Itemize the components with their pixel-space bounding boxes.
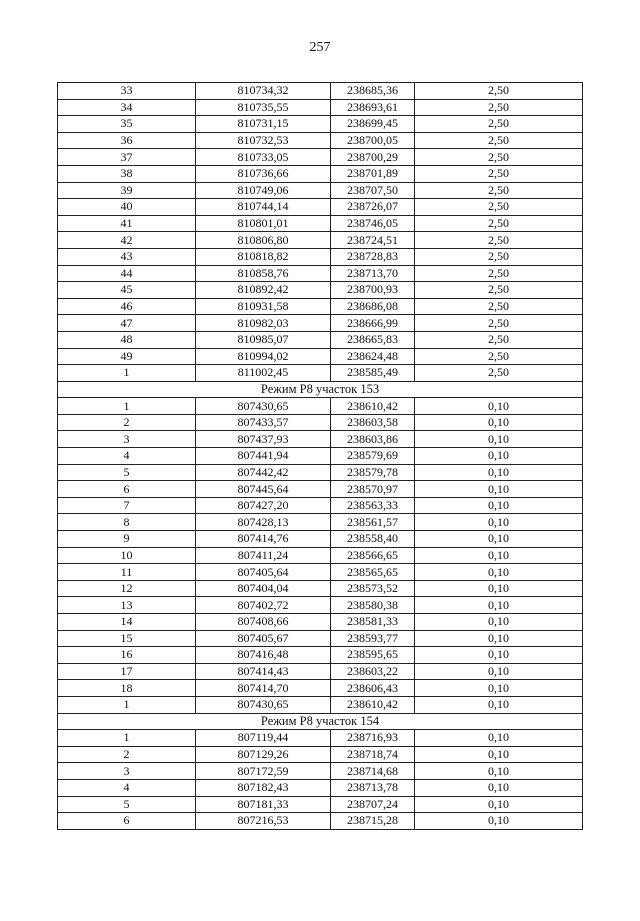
value-cell: 2,50: [415, 116, 583, 133]
table-row: [58, 265, 583, 282]
x-coordinate-cell: 810801,01: [196, 215, 331, 232]
value-cell: 2,50: [415, 248, 583, 265]
table-row: [58, 696, 583, 713]
x-coordinate-cell: 807428,13: [196, 514, 331, 531]
point-number-cell: 1: [58, 365, 196, 382]
table-row: [58, 431, 583, 448]
x-coordinate-cell: 810818,82: [196, 248, 331, 265]
x-coordinate-cell: 810735,55: [196, 99, 331, 116]
x-coordinate-cell: 807437,93: [196, 431, 331, 448]
y-coordinate-cell: 238603,22: [331, 663, 415, 680]
x-coordinate-cell: 807430,65: [196, 696, 331, 713]
value-cell: 0,10: [415, 564, 583, 581]
point-number-cell: 44: [58, 265, 196, 282]
value-cell: 0,10: [415, 779, 583, 796]
x-coordinate-cell: 810985,07: [196, 331, 331, 348]
y-coordinate-cell: 238713,70: [331, 265, 415, 282]
point-number-cell: 1: [58, 398, 196, 415]
point-number-cell: 35: [58, 116, 196, 133]
x-coordinate-cell: 810744,14: [196, 199, 331, 216]
section-header-row: [58, 381, 583, 398]
y-coordinate-cell: 238685,36: [331, 83, 415, 100]
table-row: [58, 746, 583, 763]
y-coordinate-cell: 238693,61: [331, 99, 415, 116]
table-row: [58, 149, 583, 166]
table-row: [58, 348, 583, 365]
value-cell: 0,10: [415, 796, 583, 813]
table-row: [58, 215, 583, 232]
point-number-cell: 9: [58, 531, 196, 548]
table-row: [58, 232, 583, 249]
y-coordinate-cell: 238565,65: [331, 564, 415, 581]
table-row: [58, 464, 583, 481]
value-cell: 0,10: [415, 730, 583, 747]
x-coordinate-cell: 810892,42: [196, 282, 331, 299]
table-row: [58, 779, 583, 796]
table-row: [58, 564, 583, 581]
page-number: 257: [309, 40, 331, 55]
table-row: [58, 182, 583, 199]
x-coordinate-cell: 810994,02: [196, 348, 331, 365]
x-coordinate-cell: 807182,43: [196, 779, 331, 796]
table-row: [58, 199, 583, 216]
point-number-cell: 10: [58, 547, 196, 564]
x-coordinate-cell: 807216,53: [196, 813, 331, 830]
x-coordinate-cell: 807129,26: [196, 746, 331, 763]
value-cell: 0,10: [415, 414, 583, 431]
x-coordinate-cell: 810731,15: [196, 116, 331, 133]
value-cell: 0,10: [415, 464, 583, 481]
y-coordinate-cell: 238606,43: [331, 680, 415, 697]
x-coordinate-cell: 807414,76: [196, 531, 331, 548]
value-cell: 2,50: [415, 83, 583, 100]
value-cell: 2,50: [415, 132, 583, 149]
value-cell: 2,50: [415, 315, 583, 332]
value-cell: 0,10: [415, 680, 583, 697]
x-coordinate-cell: 807442,42: [196, 464, 331, 481]
value-cell: 2,50: [415, 182, 583, 199]
y-coordinate-cell: 238718,74: [331, 746, 415, 763]
x-coordinate-cell: 810733,05: [196, 149, 331, 166]
y-coordinate-cell: 238603,58: [331, 414, 415, 431]
value-cell: 0,10: [415, 696, 583, 713]
value-cell: 2,50: [415, 331, 583, 348]
table-row: [58, 680, 583, 697]
point-number-cell: 33: [58, 83, 196, 100]
y-coordinate-cell: 238566,65: [331, 547, 415, 564]
table-row: [58, 282, 583, 299]
point-number-cell: 17: [58, 663, 196, 680]
value-cell: 0,10: [415, 514, 583, 531]
x-coordinate-cell: 810749,06: [196, 182, 331, 199]
point-number-cell: 16: [58, 647, 196, 664]
y-coordinate-cell: 238579,69: [331, 448, 415, 465]
section-title: Режим Р8 участок 154: [58, 713, 583, 730]
x-coordinate-cell: 810858,76: [196, 265, 331, 282]
table-row: [58, 597, 583, 614]
x-coordinate-cell: 807405,67: [196, 630, 331, 647]
table-row: [58, 614, 583, 631]
y-coordinate-cell: 238715,28: [331, 813, 415, 830]
y-coordinate-cell: 238624,48: [331, 348, 415, 365]
point-number-cell: 1: [58, 730, 196, 747]
point-number-cell: 42: [58, 232, 196, 249]
value-cell: 0,10: [415, 531, 583, 548]
x-coordinate-cell: 807172,59: [196, 763, 331, 780]
value-cell: 0,10: [415, 614, 583, 631]
point-number-cell: 4: [58, 779, 196, 796]
point-number-cell: 48: [58, 331, 196, 348]
table-row: [58, 547, 583, 564]
y-coordinate-cell: 238610,42: [331, 696, 415, 713]
y-coordinate-cell: 238707,24: [331, 796, 415, 813]
table-row: [58, 315, 583, 332]
y-coordinate-cell: 238666,99: [331, 315, 415, 332]
point-number-cell: 8: [58, 514, 196, 531]
x-coordinate-cell: 810734,32: [196, 83, 331, 100]
point-number-cell: 14: [58, 614, 196, 631]
y-coordinate-cell: 238746,05: [331, 215, 415, 232]
point-number-cell: 12: [58, 580, 196, 597]
table-row: [58, 132, 583, 149]
point-number-cell: 36: [58, 132, 196, 149]
value-cell: 2,50: [415, 282, 583, 299]
value-cell: 0,10: [415, 630, 583, 647]
y-coordinate-cell: 238700,93: [331, 282, 415, 299]
x-coordinate-cell: 807414,70: [196, 680, 331, 697]
x-coordinate-cell: 807408,66: [196, 614, 331, 631]
point-number-cell: 2: [58, 746, 196, 763]
y-coordinate-cell: 238728,83: [331, 248, 415, 265]
point-number-cell: 39: [58, 182, 196, 199]
y-coordinate-cell: 238573,52: [331, 580, 415, 597]
value-cell: 0,10: [415, 547, 583, 564]
point-number-cell: 34: [58, 99, 196, 116]
point-number-cell: 4: [58, 448, 196, 465]
y-coordinate-cell: 238593,77: [331, 630, 415, 647]
y-coordinate-cell: 238726,07: [331, 199, 415, 216]
x-coordinate-cell: 810806,80: [196, 232, 331, 249]
value-cell: 2,50: [415, 215, 583, 232]
point-number-cell: 43: [58, 248, 196, 265]
table-row: [58, 497, 583, 514]
table-row: [58, 730, 583, 747]
y-coordinate-cell: 238716,93: [331, 730, 415, 747]
coordinates-table-body: [58, 83, 583, 830]
point-number-cell: 2: [58, 414, 196, 431]
y-coordinate-cell: 238585,49: [331, 365, 415, 382]
x-coordinate-cell: 807402,72: [196, 597, 331, 614]
y-coordinate-cell: 238686,08: [331, 298, 415, 315]
y-coordinate-cell: 238579,78: [331, 464, 415, 481]
point-number-cell: 18: [58, 680, 196, 697]
y-coordinate-cell: 238707,50: [331, 182, 415, 199]
value-cell: 2,50: [415, 165, 583, 182]
point-number-cell: 38: [58, 165, 196, 182]
point-number-cell: 40: [58, 199, 196, 216]
x-coordinate-cell: 807430,65: [196, 398, 331, 415]
table-row: [58, 448, 583, 465]
x-coordinate-cell: 807416,48: [196, 647, 331, 664]
table-row: [58, 647, 583, 664]
value-cell: 2,50: [415, 265, 583, 282]
point-number-cell: 13: [58, 597, 196, 614]
x-coordinate-cell: 807404,04: [196, 580, 331, 597]
value-cell: 0,10: [415, 813, 583, 830]
x-coordinate-cell: 810732,53: [196, 132, 331, 149]
value-cell: 0,10: [415, 398, 583, 415]
y-coordinate-cell: 238558,40: [331, 531, 415, 548]
point-number-cell: 3: [58, 431, 196, 448]
table-row: [58, 514, 583, 531]
point-number-cell: 6: [58, 481, 196, 498]
x-coordinate-cell: 810931,58: [196, 298, 331, 315]
table-row: [58, 630, 583, 647]
table-row: [58, 365, 583, 382]
point-number-cell: 5: [58, 464, 196, 481]
y-coordinate-cell: 238724,51: [331, 232, 415, 249]
x-coordinate-cell: 807433,57: [196, 414, 331, 431]
table-row: [58, 83, 583, 100]
table-row: [58, 663, 583, 680]
table-row: [58, 580, 583, 597]
value-cell: 0,10: [415, 481, 583, 498]
point-number-cell: 1: [58, 696, 196, 713]
y-coordinate-cell: 238699,45: [331, 116, 415, 133]
table-row: [58, 331, 583, 348]
table-row: [58, 165, 583, 182]
x-coordinate-cell: 810982,03: [196, 315, 331, 332]
point-number-cell: 45: [58, 282, 196, 299]
value-cell: 2,50: [415, 232, 583, 249]
value-cell: 0,10: [415, 448, 583, 465]
point-number-cell: 49: [58, 348, 196, 365]
point-number-cell: 7: [58, 497, 196, 514]
value-cell: 0,10: [415, 497, 583, 514]
value-cell: 0,10: [415, 663, 583, 680]
y-coordinate-cell: 238714,68: [331, 763, 415, 780]
x-coordinate-cell: 807441,94: [196, 448, 331, 465]
y-coordinate-cell: 238700,05: [331, 132, 415, 149]
table-row: [58, 531, 583, 548]
x-coordinate-cell: 811002,45: [196, 365, 331, 382]
y-coordinate-cell: 238610,42: [331, 398, 415, 415]
table-row: [58, 116, 583, 133]
table-row: [58, 481, 583, 498]
y-coordinate-cell: 238713,78: [331, 779, 415, 796]
point-number-cell: 47: [58, 315, 196, 332]
x-coordinate-cell: 810736,66: [196, 165, 331, 182]
y-coordinate-cell: 238581,33: [331, 614, 415, 631]
x-coordinate-cell: 807405,64: [196, 564, 331, 581]
y-coordinate-cell: 238580,38: [331, 597, 415, 614]
point-number-cell: 41: [58, 215, 196, 232]
point-number-cell: 15: [58, 630, 196, 647]
value-cell: 2,50: [415, 365, 583, 382]
value-cell: 0,10: [415, 580, 583, 597]
table-row: [58, 248, 583, 265]
y-coordinate-cell: 238665,83: [331, 331, 415, 348]
coordinates-table: [57, 82, 583, 830]
table-row: [58, 99, 583, 116]
table-row: [58, 813, 583, 830]
value-cell: 0,10: [415, 597, 583, 614]
table-row: [58, 414, 583, 431]
value-cell: 2,50: [415, 199, 583, 216]
x-coordinate-cell: 807414,43: [196, 663, 331, 680]
value-cell: 0,10: [415, 431, 583, 448]
section-header-row: [58, 713, 583, 730]
table-row: [58, 298, 583, 315]
value-cell: 0,10: [415, 647, 583, 664]
x-coordinate-cell: 807427,20: [196, 497, 331, 514]
y-coordinate-cell: 238570,97: [331, 481, 415, 498]
table-row: [58, 763, 583, 780]
y-coordinate-cell: 238701,89: [331, 165, 415, 182]
table-row: [58, 796, 583, 813]
y-coordinate-cell: 238561,57: [331, 514, 415, 531]
value-cell: 2,50: [415, 149, 583, 166]
point-number-cell: 5: [58, 796, 196, 813]
point-number-cell: 37: [58, 149, 196, 166]
value-cell: 0,10: [415, 763, 583, 780]
value-cell: 2,50: [415, 348, 583, 365]
point-number-cell: 6: [58, 813, 196, 830]
y-coordinate-cell: 238603,86: [331, 431, 415, 448]
value-cell: 2,50: [415, 99, 583, 116]
value-cell: 0,10: [415, 746, 583, 763]
point-number-cell: 11: [58, 564, 196, 581]
x-coordinate-cell: 807411,24: [196, 547, 331, 564]
x-coordinate-cell: 807181,33: [196, 796, 331, 813]
x-coordinate-cell: 807445,64: [196, 481, 331, 498]
y-coordinate-cell: 238563,33: [331, 497, 415, 514]
section-title: Режим Р8 участок 153: [58, 381, 583, 398]
value-cell: 2,50: [415, 298, 583, 315]
y-coordinate-cell: 238595,65: [331, 647, 415, 664]
y-coordinate-cell: 238700,29: [331, 149, 415, 166]
table-row: [58, 398, 583, 415]
x-coordinate-cell: 807119,44: [196, 730, 331, 747]
point-number-cell: 46: [58, 298, 196, 315]
point-number-cell: 3: [58, 763, 196, 780]
